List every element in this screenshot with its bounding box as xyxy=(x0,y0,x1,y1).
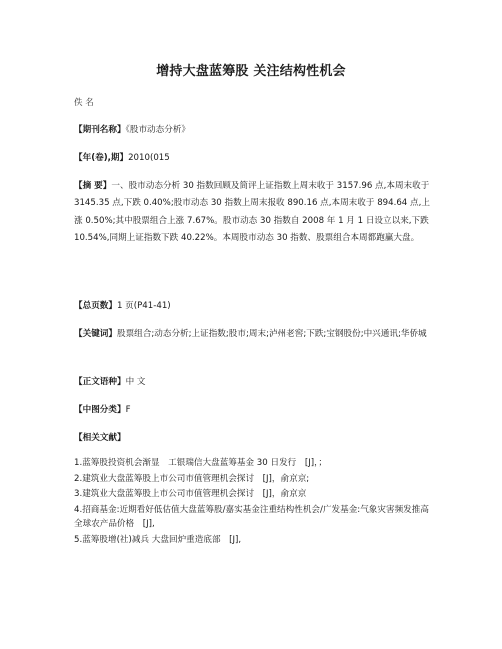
journal-value: 《股市动态分析》 xyxy=(125,125,191,135)
references-list xyxy=(74,456,436,548)
language-label: 【正文语种】 xyxy=(74,377,126,387)
abstract-value: 一、股市动态分析 30 指数回顾及简评上证指数上周末收于 3157.96 点,本周末收于 3145.35 点,下跌 0.40%;股市动态 30 指数上周末报收 890.16 点,本周末收于 894.64 点,上涨 0.50%;其中股票组合上涨 7.67%。股市动态 30 指数自 2008 年 1 月 1 日设立以来,下跌 10.54%,同期上证指数下跌 40.22%。本周股市动态 30 指数、股票组合本周都跑赢大盘。 xyxy=(74,181,430,243)
year-issue-value: 2010(015 xyxy=(128,153,170,163)
abstract-label: 【摘 要】 xyxy=(74,181,112,191)
classification-label: 【中图分类】 xyxy=(74,405,126,415)
classification-value: F xyxy=(125,405,131,415)
pages-label: 【总页数】 xyxy=(74,301,117,311)
keywords-value: 股票组合;动态分析;上证指数;股市;周末;泸州老窖;下跌;宝钢股份;中兴通讯;华侨城 xyxy=(116,329,427,339)
journal-field xyxy=(74,122,436,138)
language-field xyxy=(74,374,436,390)
reference-item: 2.建筑业大盘蓝筹股上市公司市值管理机会探讨 [J]，俞京京; xyxy=(74,473,310,484)
year-issue-field xyxy=(74,150,436,166)
year-issue-label: 【年(卷),期】 xyxy=(74,153,129,163)
references-heading xyxy=(74,430,436,446)
article-title: 增持大盘蓝筹股 关注结构性机会 xyxy=(156,64,346,79)
reference-item: 1.蓝筹股投资机会渐显 工银瑞信大盘蓝筹基金 30 日发行 [J]，； xyxy=(74,458,327,468)
article-author: 佚 名 xyxy=(74,98,94,108)
keywords-field xyxy=(74,326,436,343)
reference-item: 5.蓝筹股增(社)减兵 大盘回炉重造底部 [J], xyxy=(74,534,242,545)
language-value: 中 文 xyxy=(125,377,146,387)
reference-item: 4.招商基金:近期看好低估值大盘蓝筹股/嘉实基金注重结构性机会/广发基金:气象灾害频发推高全球农产品价格 [J], xyxy=(74,504,429,529)
classification-field xyxy=(74,402,436,418)
keywords-label: 【关键词】 xyxy=(74,329,117,339)
pages-value: 1 页(P41-41) xyxy=(116,301,171,311)
references-label: 【相关文献】 xyxy=(74,433,126,443)
pages-field xyxy=(74,298,436,314)
journal-label: 【期刊名称】 xyxy=(74,125,126,135)
abstract-field xyxy=(74,178,436,247)
reference-item: 3.建筑业大盘蓝筹股上市公司市值管理机会探讨 [J]，俞京京 xyxy=(74,489,307,499)
